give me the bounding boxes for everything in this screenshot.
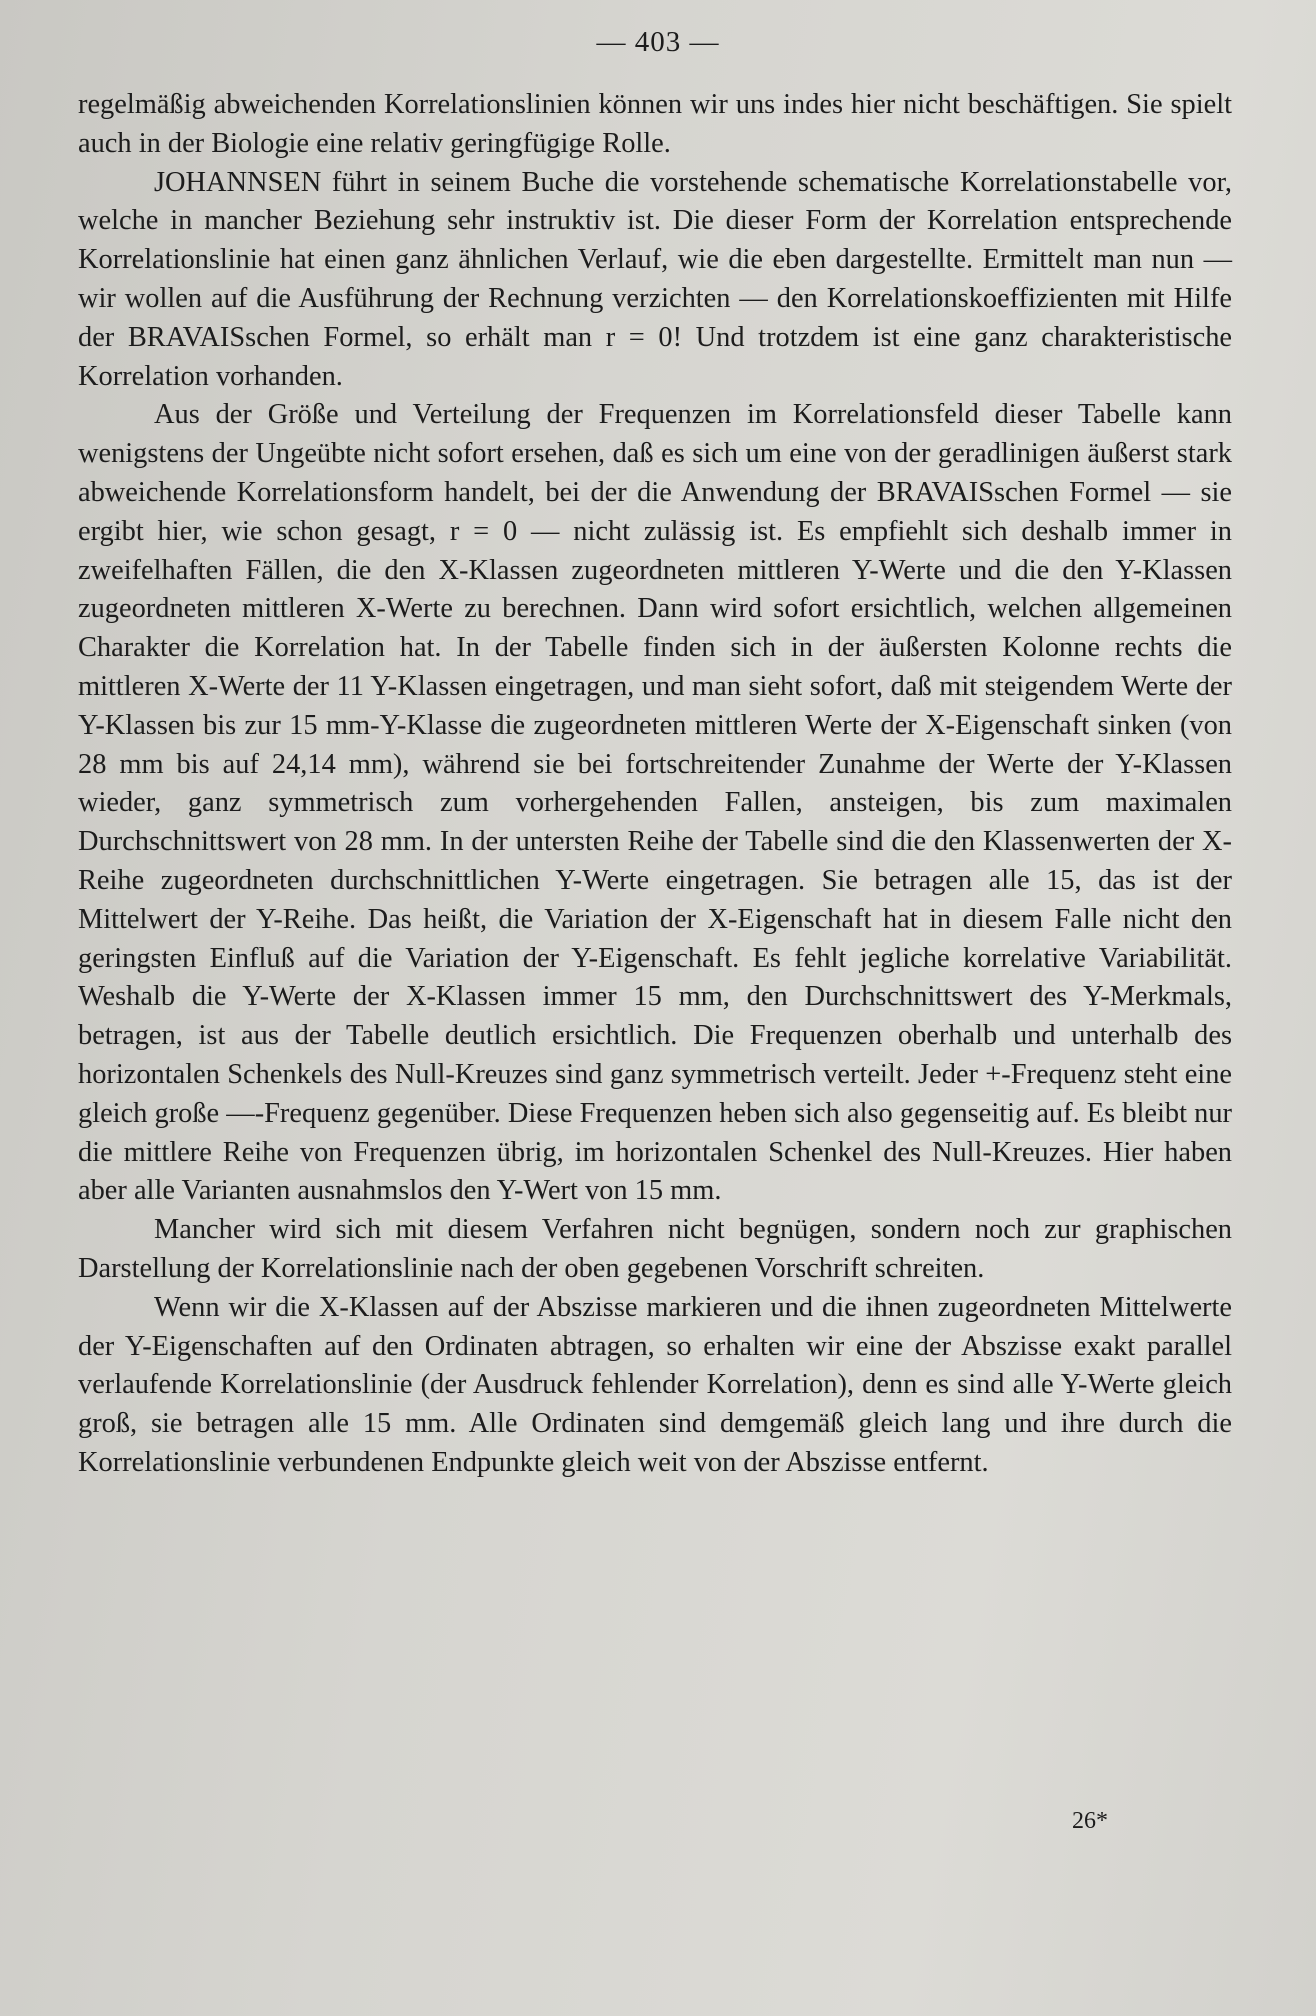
paragraph-3: Aus der Größe und Verteilung der Frequenzen im Korrelationsfeld dieser Tabelle kann wenigstens der Ungeübte nicht sofort ersehen, daß es sich um eine von der geradlinigen äußerst stark abweichende Korrelationsform handelt, bei der die Anwendung der BRAVAISschen Formel — sie ergibt hier, wie schon gesagt, r = 0 — nicht zulässig ist. Es empfiehlt sich deshalb immer in zweifelhaften Fällen, die den X-Klassen zugeordneten mittleren Y-Werte und die den Y-Klassen zugeordneten mittleren X-Werte zu berechnen. Dann wird sofort ersichtlich, welchen allgemeinen Charakter die Korrelation hat. In der Tabelle finden sich in der äußersten Kolonne rechts die mittleren X-Werte der 11 Y-Klassen eingetragen, und man sieht sofort, daß mit steigendem Werte der Y-Klassen bis zur 15 mm-Y-Klasse die zugeordneten mittleren Werte der X-Eigenschaft sinken (von 28 mm bis auf 24,14 mm), während sie bei fortschreitender Zunahme der Werte der Y-Klassen wieder, ganz symmetrisch zum vorhergehenden Fallen, ansteigen, bis zum maximalen Durchschnittswert von 28 mm. In der untersten Reihe der Tabelle sind die den Klassenwerten der X-Reihe zugeordneten durchschnittlichen Y-Werte eingetragen. Sie betragen alle 15, das ist der Mittelwert der Y-Reihe. Das heißt, die Variation der X-Eigenschaft hat in diesem Falle nicht den geringsten Einfluß auf die Variation der Y-Eigenschaft. Es fehlt jegliche korrelative Variabilität. Weshalb die Y-Werte der X-Klassen immer 15 mm, den Durchschnittswert des Y-Merkmals, betragen, ist aus der Tabelle deutlich ersichtlich. Die Frequenzen oberhalb und unterhalb des horizontalen Schenkels des Null-Kreuzes sind ganz symmetrisch verteilt. Jeder +-Frequenz steht eine gleich große —-Frequenz gegenüber. Diese Frequenzen heben sich also gegenseitig auf. Es bleibt nur die mittlere Reihe von Frequenzen übrig, im horizontalen Schenkel des Null-Kreuzes. Hier haben aber alle Varianten ausnahmslos den Y-Wert von 15 mm.: [78, 399, 1232, 1207]
paragraph-1: regelmäßig abweichenden Korrelationslinien können wir uns indes hier nicht beschäftigen. Sie spielt auch in der Biologie eine relativ geringfügige Rolle.: [78, 89, 1232, 159]
paragraph-5: Wenn wir die X-Klassen auf der Abszisse markieren und die ihnen zugeordneten Mittelwerte der Y-Eigenschaften auf den Ordinaten abtragen, so erhalten wir eine der Abszisse exakt parallel verlaufende Korrelationslinie (der Ausdruck fehlender Korrelation), denn es sind alle Y-Werte gleich groß, sie betragen alle 15 mm. Alle Ordinaten sind demgemäß gleich lang und ihre durch die Korrelationslinie verbundenen Endpunkte gleich weit von der Abszisse entfernt.: [78, 1291, 1232, 1478]
signature-mark: 26*: [1072, 1808, 1108, 1834]
paragraph-2: JOHANNSEN führt in seinem Buche die vorstehende schematische Korrelationstabelle vor, welche in mancher Beziehung sehr instruktiv ist. Die dieser Form der Korrelation entsprechende Korrelationslinie hat einen ganz ähnlichen Verlauf, wie die eben dargestellte. Ermittelt man nun — wir wollen auf die Ausführung der Rechnung verzichten — den Korrelationskoeffizienten mit Hilfe der BRAVAISschen Formel, so erhält man r = 0! Und trotzdem ist eine ganz charakteristische Korrelation vorhanden.: [78, 166, 1232, 392]
paragraph-4: Mancher wird sich mit diesem Verfahren nicht begnügen, sondern noch zur graphischen Darstellung der Korrelationslinie nach der oben gegebenen Vorschrift schreiten.: [78, 1214, 1232, 1284]
body-text: [78, 86, 1232, 1483]
page-number: — 403 —: [596, 26, 720, 58]
